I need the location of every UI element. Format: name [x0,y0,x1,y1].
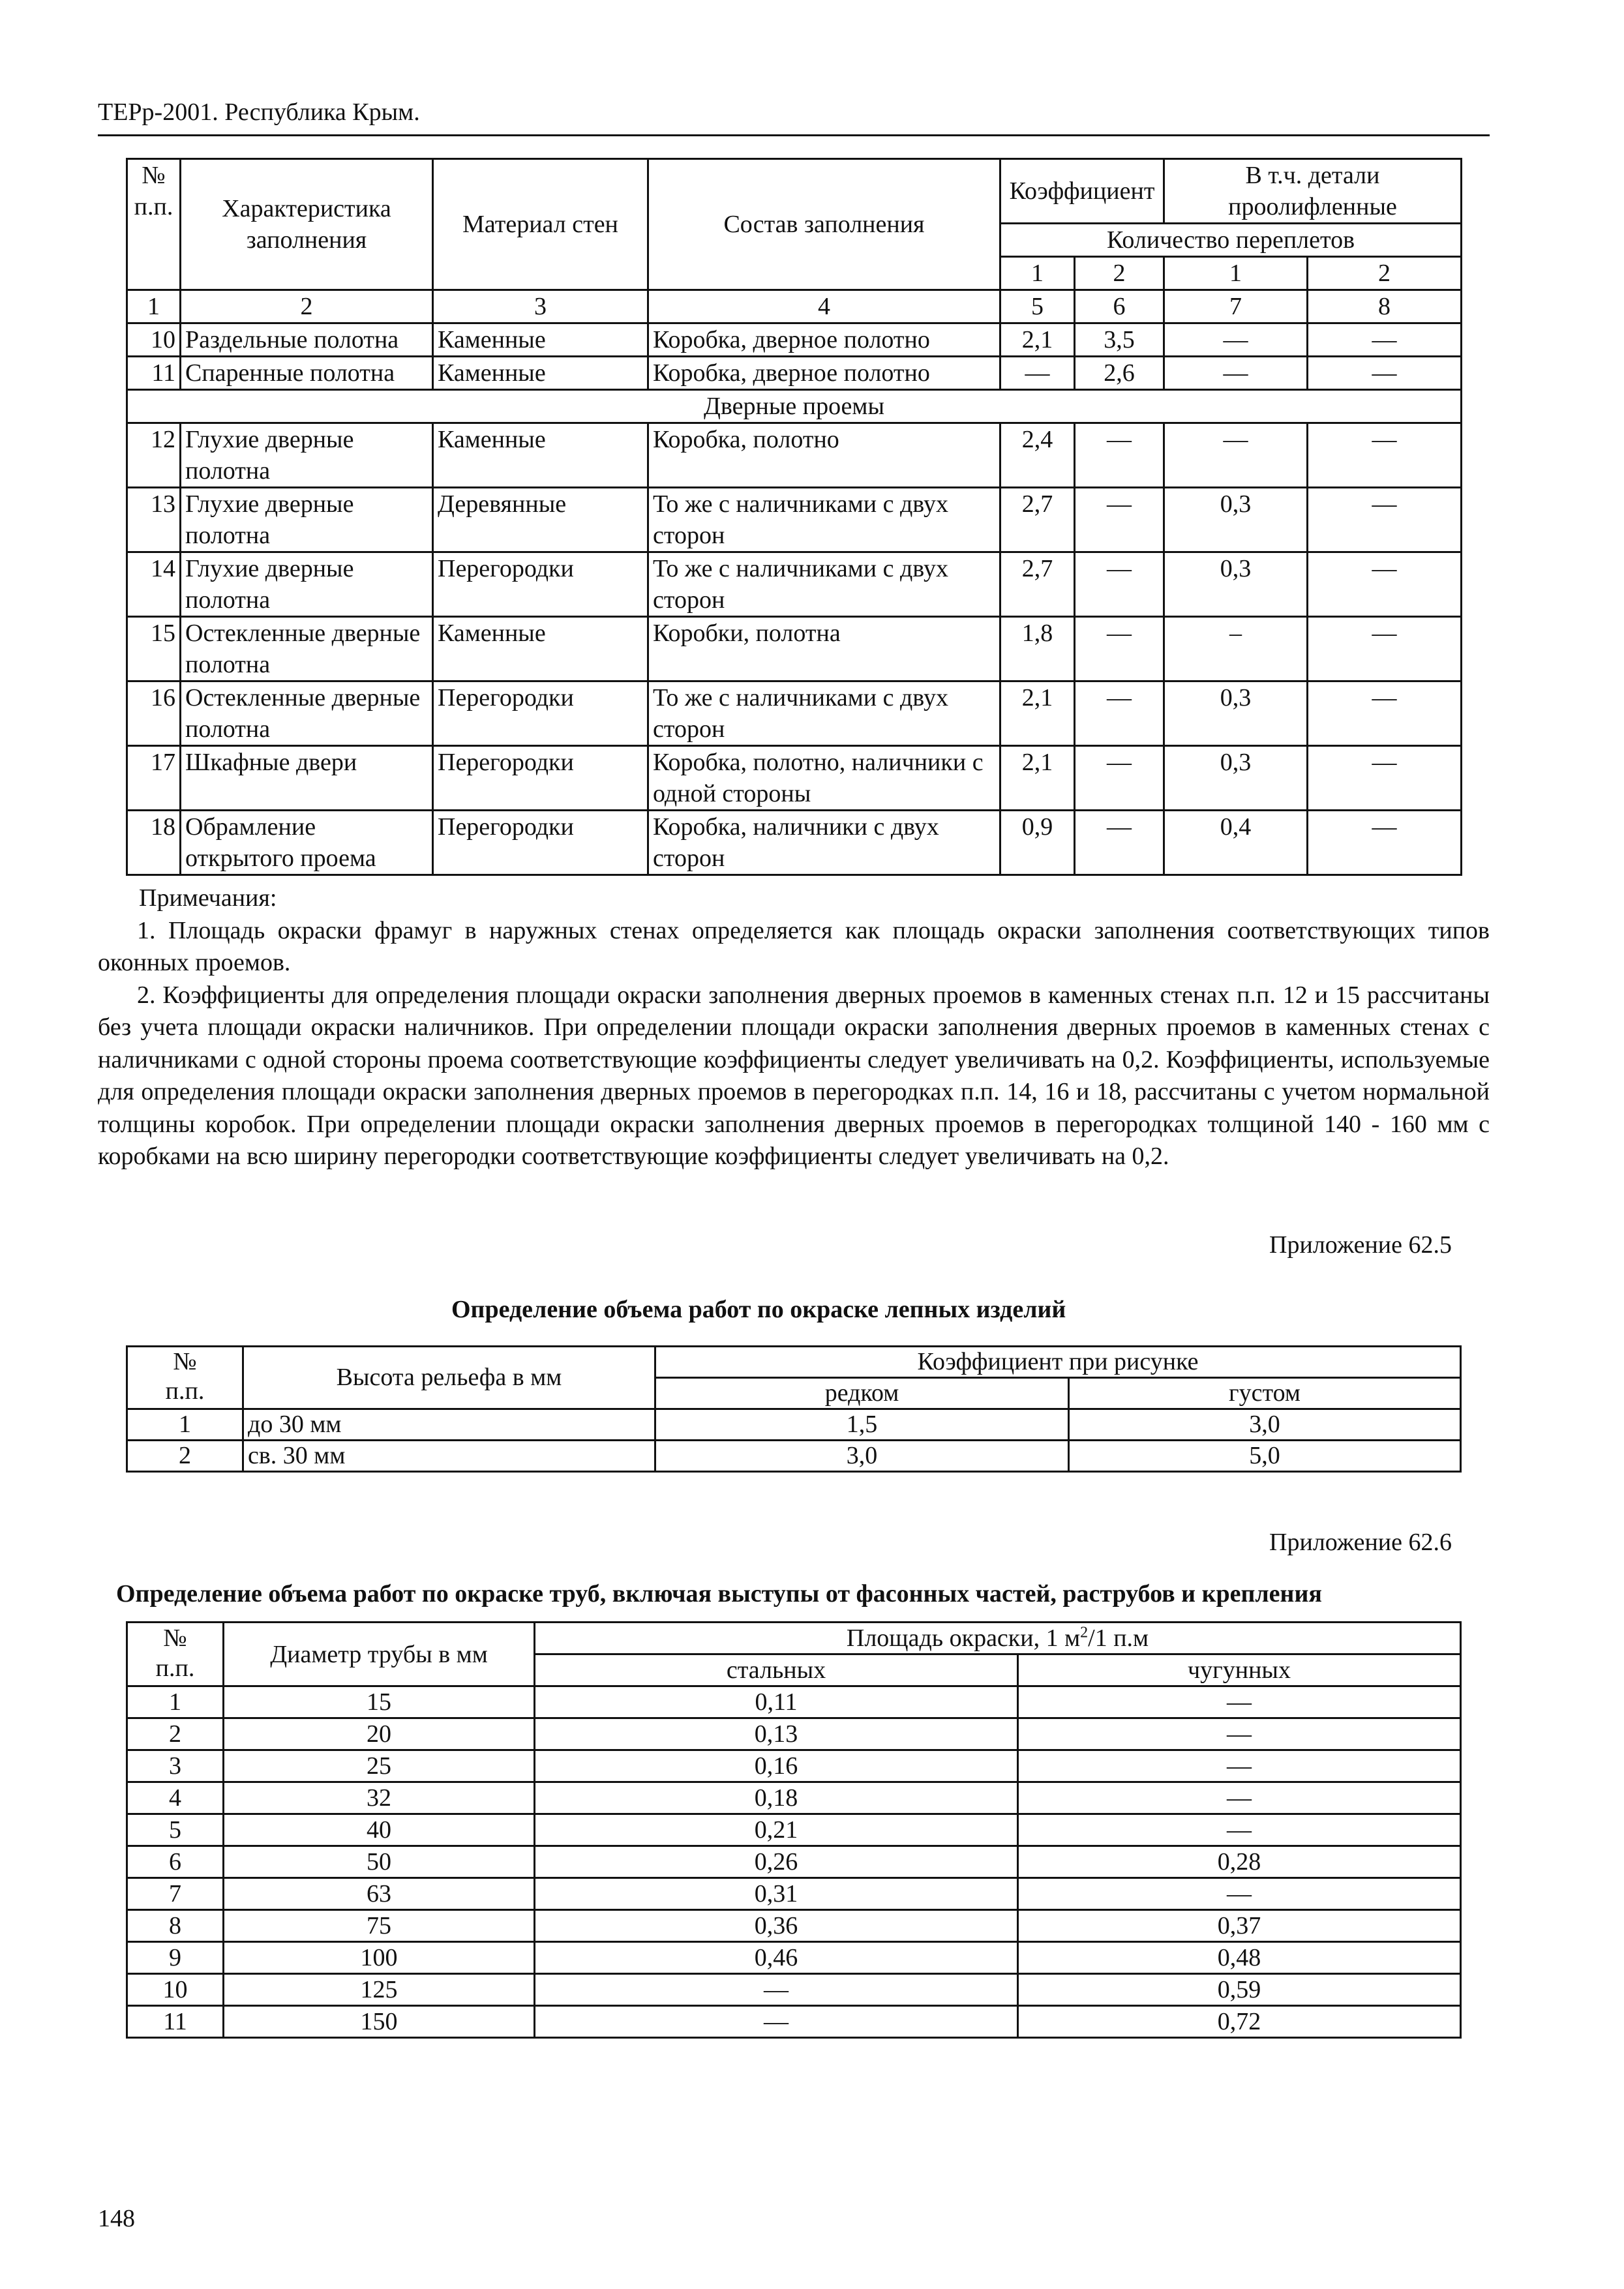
th-sparse: редком [655,1378,1069,1409]
table-cell: 0,11 [535,1686,1018,1718]
table-cell: 4 [127,1782,224,1814]
notes-title: Примечания: [139,884,277,912]
col-number: 1 [127,290,181,323]
table-cell: — [1075,811,1164,875]
table-cell: 50 [224,1846,535,1878]
table-cell: — [1308,323,1462,357]
table-cell: — [1018,1686,1461,1718]
table-cell: — [1075,552,1164,617]
note-2: 2. Коэффициенты для определения площади окраски заполнения дверных проемов в каменных стенах п.п. 12 и 15 рассчитаны без учета площади окраски наличников. При определении площади окраски заполнения дверных проемов в каменных стенах с наличниками с одной стороны проема соответствующие коэффициенты следует увеличивать на 0,2. Коэффициенты, используемые для определения площади окраски заполнения дверных проемов в перегородках п.п. 14, 16 и 18, рассчитаны с учетом нормальной толщины коробок. При определении площади окраски заполнения дверных проемов в перегородках толщиной 140 - 160 мм с коробками на всю ширину перегородки соответствующие коэффициенты следует увеличивать на 0,2. [98,981,1490,1170]
table-row [127,746,1462,811]
table-cell: — [1164,323,1308,357]
table-cell: 11 [127,357,181,390]
table-cell: — [1308,681,1462,746]
table-cell: 40 [224,1814,535,1846]
table-cell: 9 [127,1942,224,1974]
table-cell: 25 [224,1750,535,1782]
table-cell: Остекленные дверные полотна [181,681,433,746]
table-cell: — [1164,357,1308,390]
table-cell: 3,5 [1075,323,1164,357]
table-door-coefficients [126,158,1462,876]
table-cell: — [1075,488,1164,552]
th-diameter: Диаметр трубы в мм [224,1623,535,1686]
table-cell: — [1308,552,1462,617]
table-cell: Каменные [433,323,648,357]
table-cell: 0,72 [1018,2006,1461,2038]
th-incl-details: В т.ч. детали проолифленные [1164,159,1462,224]
appendix-62-6-title: Определение объема работ по окраске труб, включая выступы от фасонных частей, раструбов и крепления [116,1580,1322,1608]
th-dense: густом [1069,1378,1461,1409]
table-pipe-painting [126,1621,1462,2039]
table-cell: св. 30 мм [243,1441,655,1472]
table-cell: Коробка, полотно, наличники с одной стороны [648,746,1000,811]
table-cell: 0,9 [1000,811,1075,875]
col-number: 7 [1164,290,1308,323]
table-cell: — [1308,488,1462,552]
table-cell: 125 [224,1974,535,2006]
table-cell: Каменные [433,617,648,681]
table-cell: 0,21 [535,1814,1018,1846]
table-cell: — [1075,423,1164,488]
table-cell: 63 [224,1878,535,1910]
table-cell: 1,5 [655,1409,1069,1441]
appendix-62-5-title: Определение объема работ по окраске лепных изделий [451,1296,1066,1323]
table-cell: Спаренные полотна [181,357,433,390]
table-row [127,1814,1461,1846]
table-cell: 15 [224,1686,535,1718]
table-cell: Перегородки [433,552,648,617]
table-cell: 12 [127,423,181,488]
table-cell: — [1308,811,1462,875]
table-cell: То же с наличниками с двух сторон [648,488,1000,552]
appendix-62-5-label: Приложение 62.5 [1269,1231,1452,1259]
table-row [127,1974,1461,2006]
table-cell: 16 [127,681,181,746]
table-row [127,1718,1461,1750]
th-cast-iron: чугунных [1018,1654,1461,1686]
table-cell: 13 [127,488,181,552]
table-cell: Глухие дверные полотна [181,488,433,552]
table-cell: — [1308,746,1462,811]
table-cell: 1,8 [1000,617,1075,681]
table-cell: до 30 мм [243,1409,655,1441]
table-cell: 0,3 [1164,552,1308,617]
table-cell: 14 [127,552,181,617]
table-cell: 0,37 [1018,1910,1461,1942]
table-molding-coefficients [126,1345,1462,1473]
th-steel: стальных [535,1654,1018,1686]
table-cell: Деревянные [433,488,648,552]
table-cell: Коробка, полотно [648,423,1000,488]
table-cell: Коробки, полотна [648,617,1000,681]
col-number: 3 [433,290,648,323]
table-cell: — [1000,357,1075,390]
table-row [127,1686,1461,1718]
th-frames-count: Количество переплетов [1000,224,1462,257]
table-cell: — [535,2006,1018,2038]
table-cell: 1 [127,1409,243,1441]
section-row-door-openings: Дверные проемы [127,390,1462,423]
table-cell: 0,28 [1018,1846,1461,1878]
th-paint-area-suffix: /1 п.м [1088,1624,1149,1652]
table-row [127,488,1462,552]
table-cell: 150 [224,2006,535,2038]
table-cell: То же с наличниками с двух сторон [648,681,1000,746]
page-number: 148 [98,2205,135,2232]
table-cell: Каменные [433,357,648,390]
table-cell: — [1075,617,1164,681]
table-cell: — [1075,746,1164,811]
th-composition: Состав заполнения [648,159,1000,290]
col-number: 2 [181,290,433,323]
page-header-title: ТЕРр-2001. Республика Крым. [98,98,420,126]
th-frame: 1 [1164,257,1308,290]
table-cell: 2,6 [1075,357,1164,390]
th-paint-area-prefix: Площадь окраски, 1 м [846,1624,1081,1652]
th-frame: 1 [1000,257,1075,290]
table-cell: 10 [127,1974,224,2006]
th-paint-area-sup: 2 [1080,1624,1089,1641]
table-cell: Перегородки [433,746,648,811]
table-cell: 2,1 [1000,746,1075,811]
table-cell: 0,18 [535,1782,1018,1814]
table-cell: — [1018,1718,1461,1750]
column-number-row [127,290,1462,323]
table-cell: — [1018,1814,1461,1846]
table-cell: 0,46 [535,1942,1018,1974]
table-cell: 15 [127,617,181,681]
table-cell: 3,0 [655,1441,1069,1472]
table-row [127,811,1462,875]
table-cell: 2,7 [1000,488,1075,552]
table-cell: 0,4 [1164,811,1308,875]
table-cell: — [1164,423,1308,488]
table-cell: — [535,1974,1018,2006]
table-cell: Коробка, дверное полотно [648,323,1000,357]
appendix-62-6-label: Приложение 62.6 [1269,1529,1452,1556]
table-cell: Глухие дверные полотна [181,423,433,488]
table-row [127,1846,1461,1878]
table-cell: 3,0 [1069,1409,1461,1441]
table-cell: Шкафные двери [181,746,433,811]
table-cell: – [1164,617,1308,681]
table-cell: 32 [224,1782,535,1814]
th-coef-pattern: Коэффициент при рисунке [655,1347,1461,1378]
table-cell: 0,3 [1164,488,1308,552]
table-row [127,1409,1461,1441]
table-cell: 100 [224,1942,535,1974]
table-cell: Коробка, наличники с двух сторон [648,811,1000,875]
table-cell: 0,3 [1164,681,1308,746]
th-frame: 2 [1075,257,1164,290]
table-cell: 2,1 [1000,681,1075,746]
table-row [127,1782,1461,1814]
table-cell: Коробка, дверное полотно [648,357,1000,390]
table-row [127,1878,1461,1910]
th-num: № п.п. [127,1623,224,1686]
table-cell: 2,1 [1000,323,1075,357]
table-cell: 2 [127,1441,243,1472]
table-cell: 3 [127,1750,224,1782]
table-cell: 2 [127,1718,224,1750]
table-cell: 5 [127,1814,224,1846]
table-cell: 6 [127,1846,224,1878]
table-cell: Остекленные дверные полотна [181,617,433,681]
notes-block [98,882,1490,1173]
table-row [127,552,1462,617]
table-cell: 5,0 [1069,1441,1461,1472]
table-row [127,423,1462,488]
table-cell: 0,48 [1018,1942,1461,1974]
th-paint-area [535,1623,1461,1654]
table-row [127,357,1462,390]
th-relief-height: Высота рельефа в мм [243,1347,655,1409]
table-cell: Глухие дверные полотна [181,552,433,617]
note-1: 1. Площадь окраски фрамуг в наружных стенах определяется как площадь окраски заполнения соответствующих типов оконных проемов. [98,916,1490,976]
table-row [127,1750,1461,1782]
table-cell: 2,4 [1000,423,1075,488]
table-row [127,617,1462,681]
col-number: 5 [1000,290,1075,323]
table-cell: 2,7 [1000,552,1075,617]
table-cell: — [1308,423,1462,488]
table-row [127,1441,1461,1472]
table-cell: Обрамление открытого проема [181,811,433,875]
table-cell: Раздельные полотна [181,323,433,357]
table-cell: То же с наличниками с двух сторон [648,552,1000,617]
table-cell: — [1075,681,1164,746]
table-cell: 0,26 [535,1846,1018,1878]
header-divider [98,134,1490,136]
table-cell: — [1018,1878,1461,1910]
th-material: Материал стен [433,159,648,290]
table-cell: 17 [127,746,181,811]
table-cell: 10 [127,323,181,357]
th-num: № п.п. [127,159,181,290]
table-cell: 0,59 [1018,1974,1461,2006]
table-cell: 0,3 [1164,746,1308,811]
th-num: № п.п. [127,1347,243,1409]
table-row [127,1942,1461,1974]
table-row [127,681,1462,746]
th-frame: 2 [1308,257,1462,290]
table-cell: — [1018,1782,1461,1814]
table-cell: Каменные [433,423,648,488]
table-cell: — [1018,1750,1461,1782]
table-cell: 75 [224,1910,535,1942]
table-cell: — [1308,357,1462,390]
table-cell: 8 [127,1910,224,1942]
table-cell: 0,31 [535,1878,1018,1910]
table-cell: Перегородки [433,811,648,875]
col-number: 6 [1075,290,1164,323]
th-coefficient: Коэффициент [1000,159,1164,224]
col-number: 8 [1308,290,1462,323]
table-cell: 0,16 [535,1750,1018,1782]
th-characteristic: Характеристика заполнения [181,159,433,290]
table-row [127,2006,1461,2038]
table-cell: 1 [127,1686,224,1718]
table-cell: 0,36 [535,1910,1018,1942]
table-cell: 7 [127,1878,224,1910]
table-cell: 20 [224,1718,535,1750]
table-cell: 11 [127,2006,224,2038]
col-number: 4 [648,290,1000,323]
table-cell: 0,13 [535,1718,1018,1750]
table-cell: 18 [127,811,181,875]
table-cell: — [1308,617,1462,681]
table-row [127,1910,1461,1942]
table-cell: Перегородки [433,681,648,746]
table-row [127,323,1462,357]
